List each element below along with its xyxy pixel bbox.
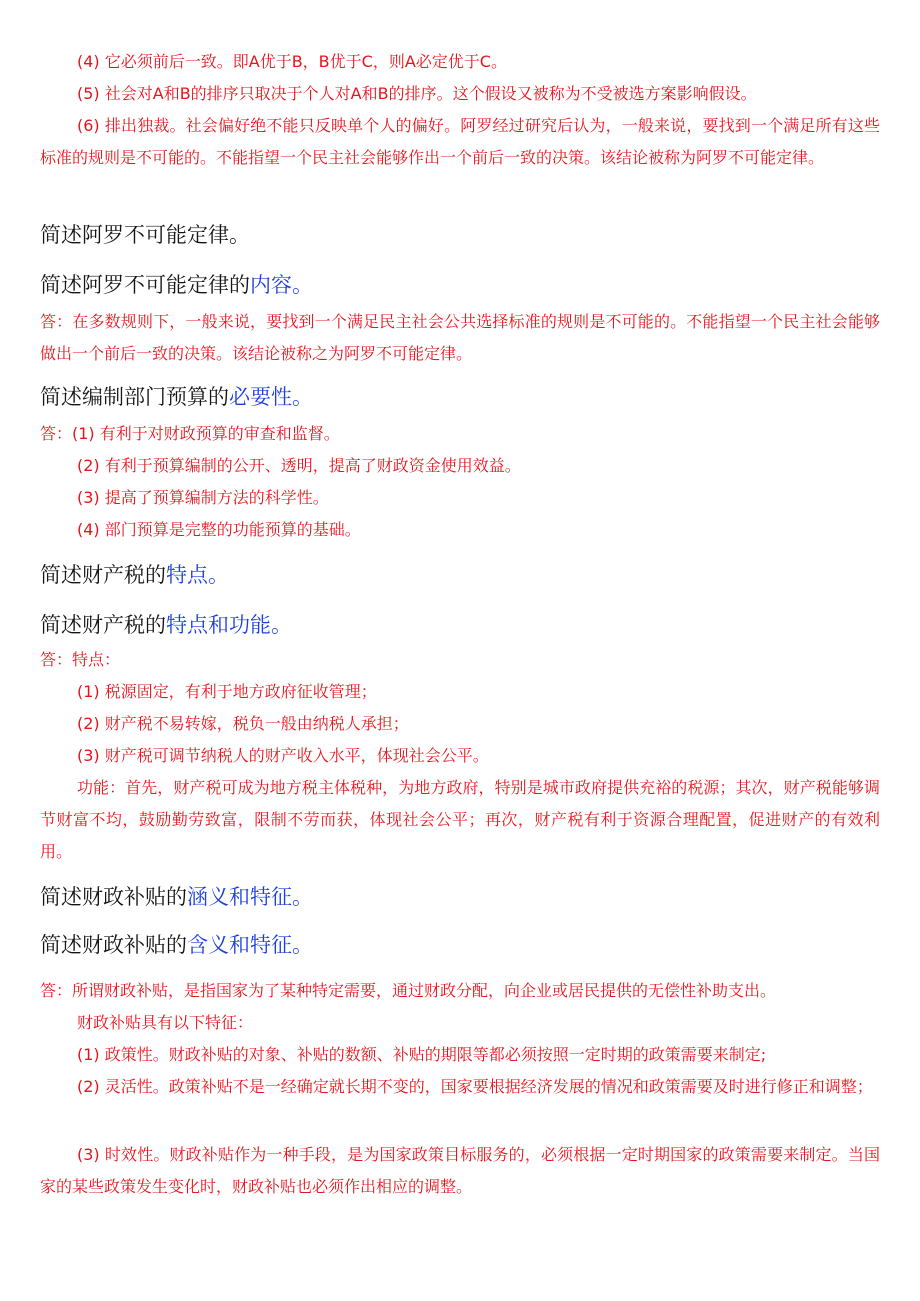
answer-paragraph: 答：在多数规则下，一般来说，要找到一个满足民主社会公共选择标准的规则是不可能的。不能指望一个民主社会能够做出一个前后一致的决策。该结论被称之为阿罗不可能定律。 [40,312,880,363]
intro-item-4: (4) 它必须前后一致。即A优于B，B优于C，则A必定优于C。 [77,52,507,71]
question-title: 简述财产税的 [40,563,166,587]
question-heading [40,270,313,300]
answer-paragraph: 功能：首先，财产税可成为地方税主体税种，为地方政府，特别是城市政府提供充裕的税源；其次，财产税能够调节财富不均，鼓励勤劳致富，限制不劳而获，体现社会公平；再次，财产税有利于资源合理配置，促进财产的有效利用。 [40,778,880,861]
question-title-highlight: 必要性。 [229,385,313,409]
question-title: 简述财政补贴的 [40,885,187,909]
question-heading [40,610,292,640]
question-title: 简述财产税的 [40,613,166,637]
question-title: 简述阿罗不可能定律。 [40,223,250,247]
question-heading [40,560,229,590]
answer-line: 财政补贴具有以下特征： [77,1013,254,1032]
answer-item: (3) 时效性。财政补贴作为一种手段，是为国家政策目标服务的，必须根据一定时期国家的政策需要来制定。当国家的某些政策发生变化时，财政补贴也必须作出相应的调整。 [40,1145,880,1196]
answer-item: (1) 税源固定，有利于地方政府征收管理； [77,682,377,701]
answer-item: (3) 提高了预算编制方法的科学性。 [77,488,329,507]
question-title-highlight: 内容。 [250,273,313,297]
question-title: 简述财政补贴的 [40,933,187,957]
answer-item: (2) 财产税不易转嫁，税负一般由纳税人承担； [77,714,409,733]
question-title-highlight: 涵义和特征。 [187,885,313,909]
question-title-highlight: 特点和功能。 [166,613,292,637]
question-title-highlight: 含义和特征。 [187,933,313,957]
question-title: 简述阿罗不可能定律的 [40,273,250,297]
intro-item-6: (6) 排出独裁。社会偏好绝不能只反映单个人的偏好。阿罗经过研究后认为，一般来说，要找到一个满足所有这些标准的规则是不可能的。不能指望一个民主社会能够作出一个前后一致的决策。该结论被称为阿罗不可能定律。 [40,116,880,167]
answer-line: 答：所谓财政补贴，是指国家为了某种特定需要，通过财政分配，向企业或居民提供的无偿性补助支出。 [40,981,777,1000]
answer-line: 答：特点： [40,650,121,669]
answer-item: (2) 灵活性。政策补贴不是一经确定就长期不变的，国家要根据经济发展的情况和政策需要及时进行修正和调整； [77,1077,873,1096]
question-heading [40,882,313,912]
answer-item: (1) 政策性。财政补贴的对象、补贴的数额、补贴的期限等都必须按照一定时期的政策需要来制定; [77,1045,767,1064]
intro-item-5: (5) 社会对A和B的排序只取决于个人对A和B的排序。这个假设又被称为不受被选方案影响假设。 [77,84,757,103]
question-heading [40,382,313,412]
question-title: 简述编制部门预算的 [40,385,229,409]
question-heading [40,220,250,250]
answer-item: (3) 财产税可调节纳税人的财产收入水平，体现社会公平。 [77,746,489,765]
answer-item: (2) 有利于预算编制的公开、透明，提高了财政资金使用效益。 [77,456,521,475]
question-heading [40,930,313,960]
answer-item: (4) 部门预算是完整的功能预算的基础。 [77,520,361,539]
question-title-highlight: 特点。 [166,563,229,587]
answer-line: 答：(1) 有利于对财政预算的审查和监督。 [40,424,340,443]
